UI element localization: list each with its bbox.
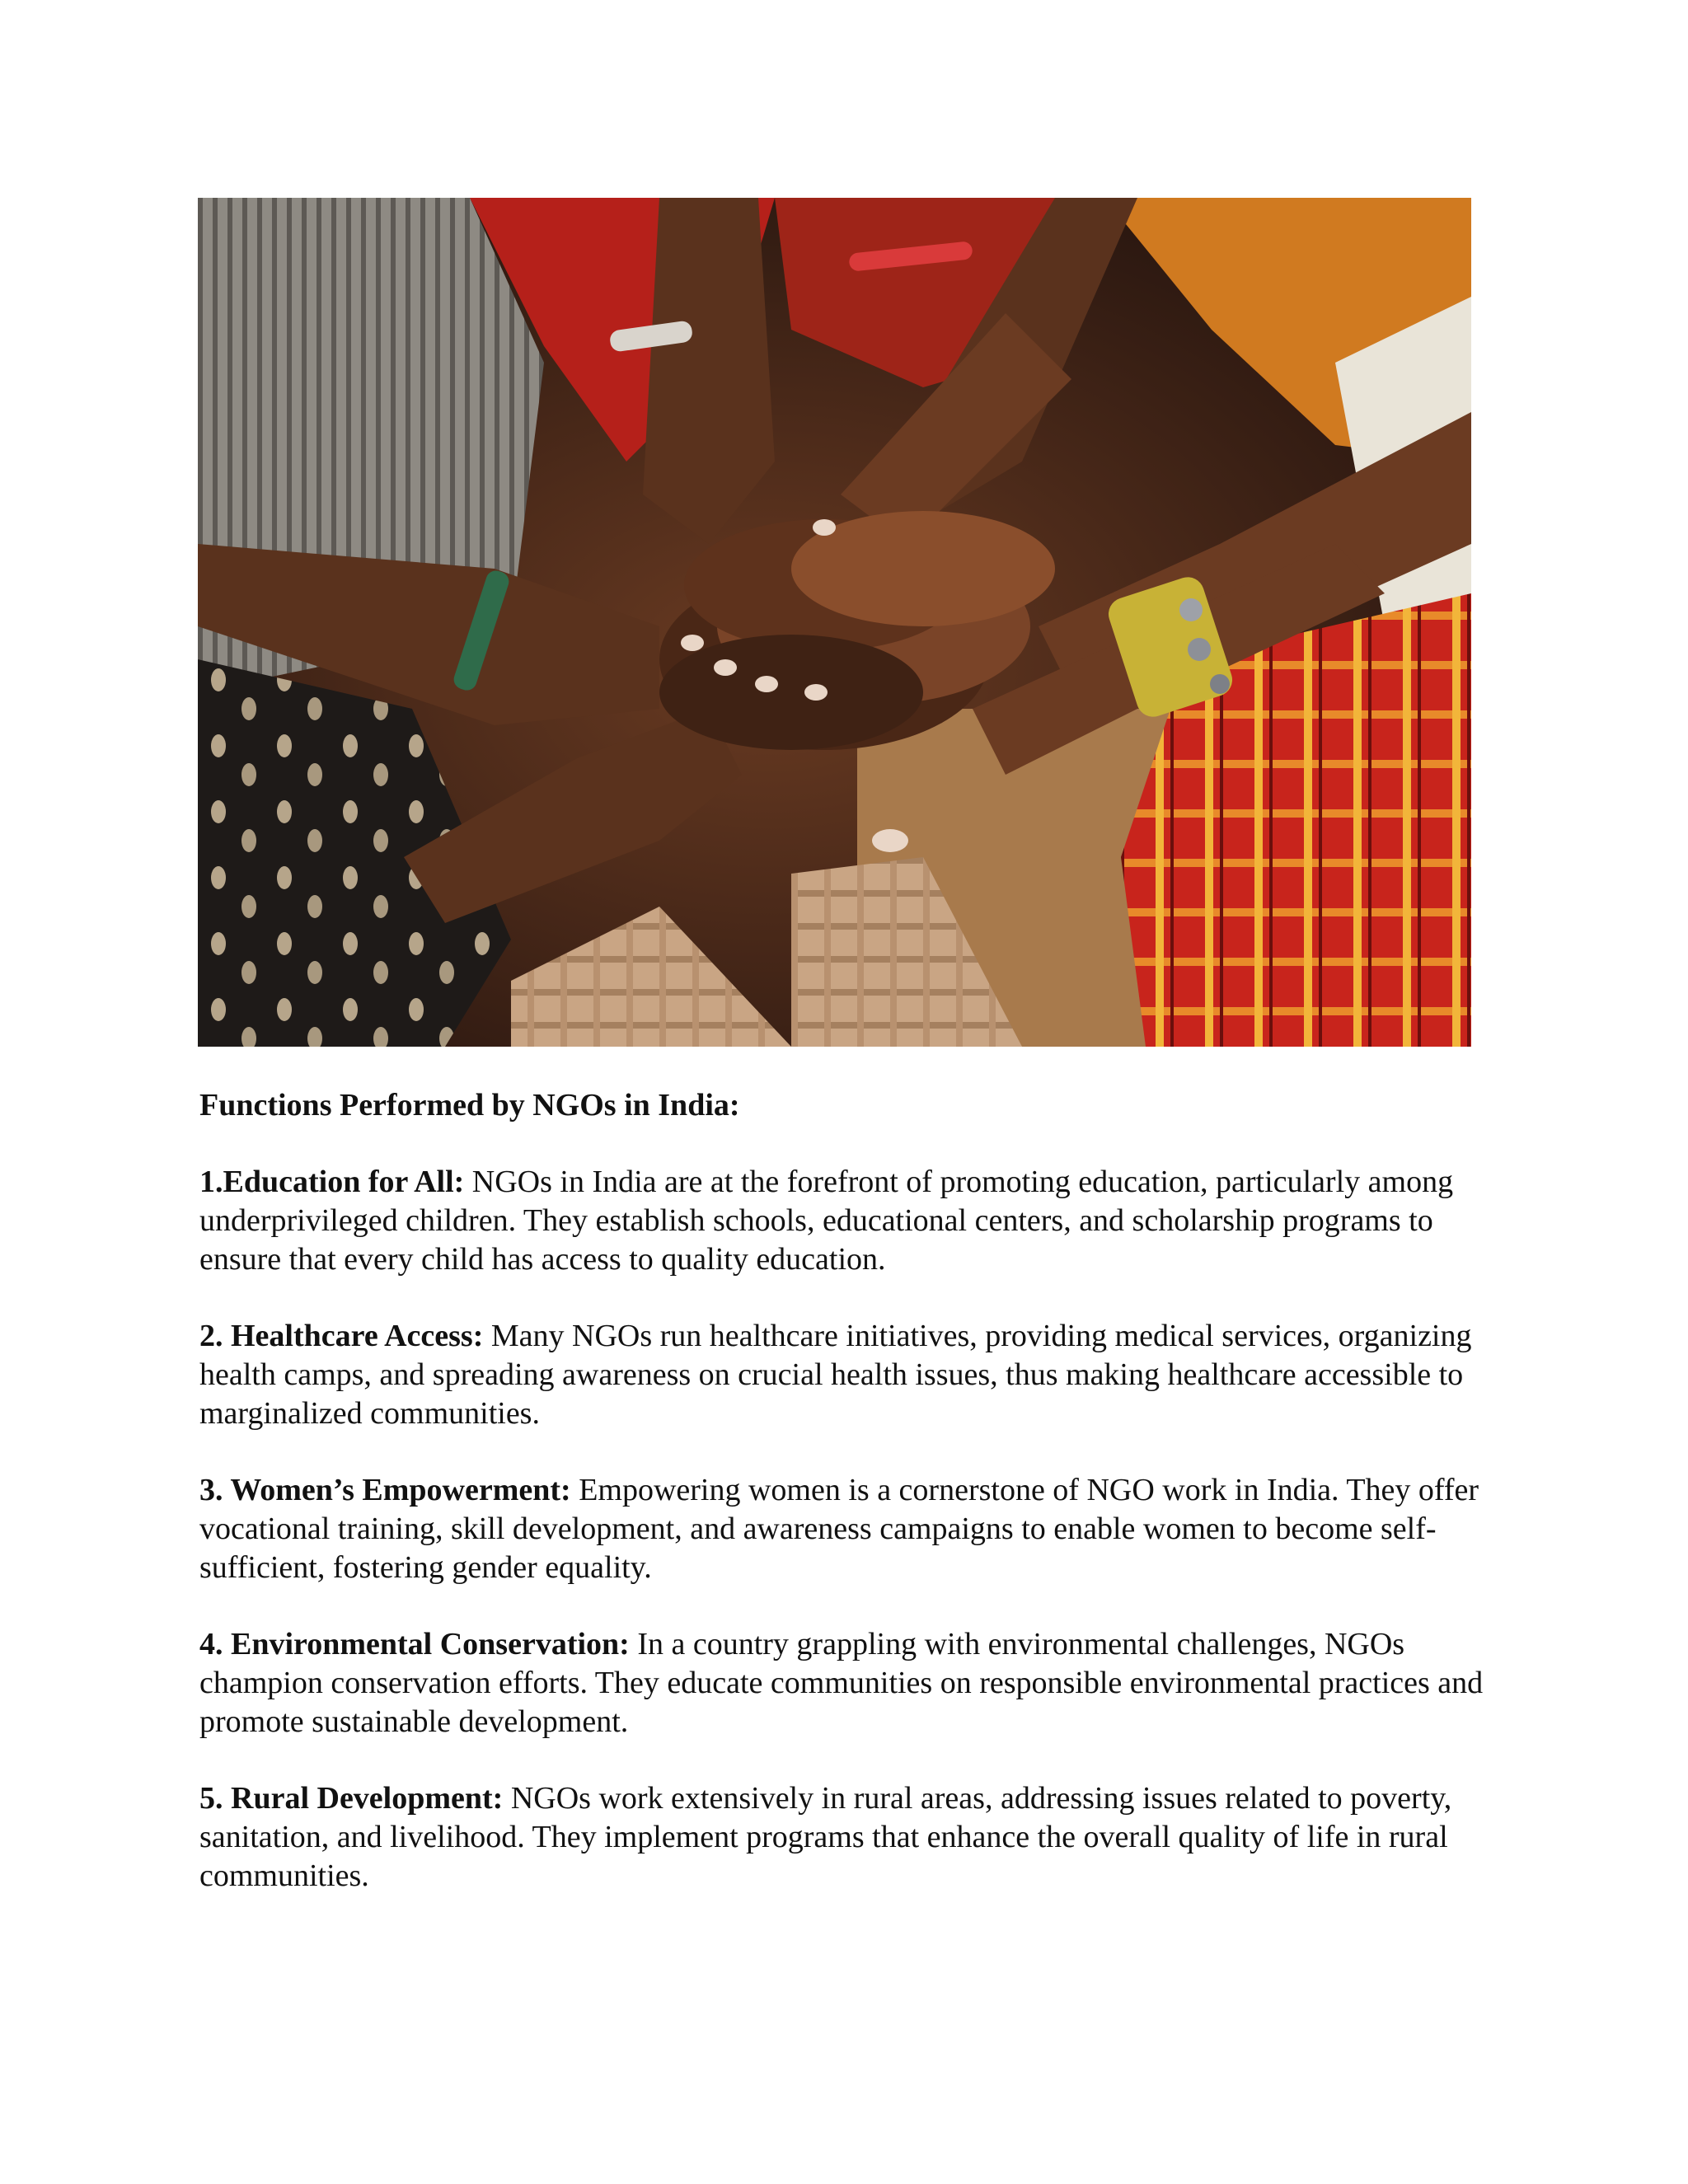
list-item-women-empowerment (199, 1471, 1502, 1587)
list-item-education (199, 1163, 1502, 1279)
document-body (199, 1086, 1502, 1933)
item-title: 5. Rural Development: (199, 1781, 504, 1816)
item-text: NGOs work extensively in rural areas, addressing issues related to poverty, sanitation, and livelihood. They implement programs that enhance the overall quality of life in rural communities. (199, 1781, 1452, 1893)
item-title: 3. Women’s Empowerment: (199, 1473, 571, 1507)
item-title: 4. Environmental Conservation: (199, 1627, 630, 1661)
section-heading: Functions Performed by NGOs in India: (199, 1088, 740, 1122)
item-text: In a country grappling with environmental challenges, NGOs champion conservation efforts. They educate communities on responsible environmental practices and promote sustainable development. (199, 1627, 1484, 1739)
list-item-environment (199, 1625, 1502, 1741)
item-title: 1.Education for All: (199, 1165, 465, 1199)
item-text: Empowering women is a cornerstone of NGO work in India. They offer vocational training, skill development, and awareness campaigns to enable women to become self-sufficient, fostering gender equality. (199, 1473, 1479, 1585)
list-item-rural-development (199, 1779, 1502, 1896)
item-text: NGOs in India are at the forefront of promoting education, particularly among underprivileged children. They establish schools, educational centers, and scholarship programs to ensure that every child has access to quality education. (199, 1165, 1454, 1277)
hands-together-photo (198, 198, 1471, 1047)
item-text: Many NGOs run healthcare initiatives, providing medical services, organizing health camps, and spreading awareness on crucial health issues, thus making healthcare accessible to marginalized communities. (199, 1319, 1472, 1431)
item-title: 2. Healthcare Access: (199, 1319, 484, 1353)
list-item-healthcare (199, 1317, 1502, 1433)
